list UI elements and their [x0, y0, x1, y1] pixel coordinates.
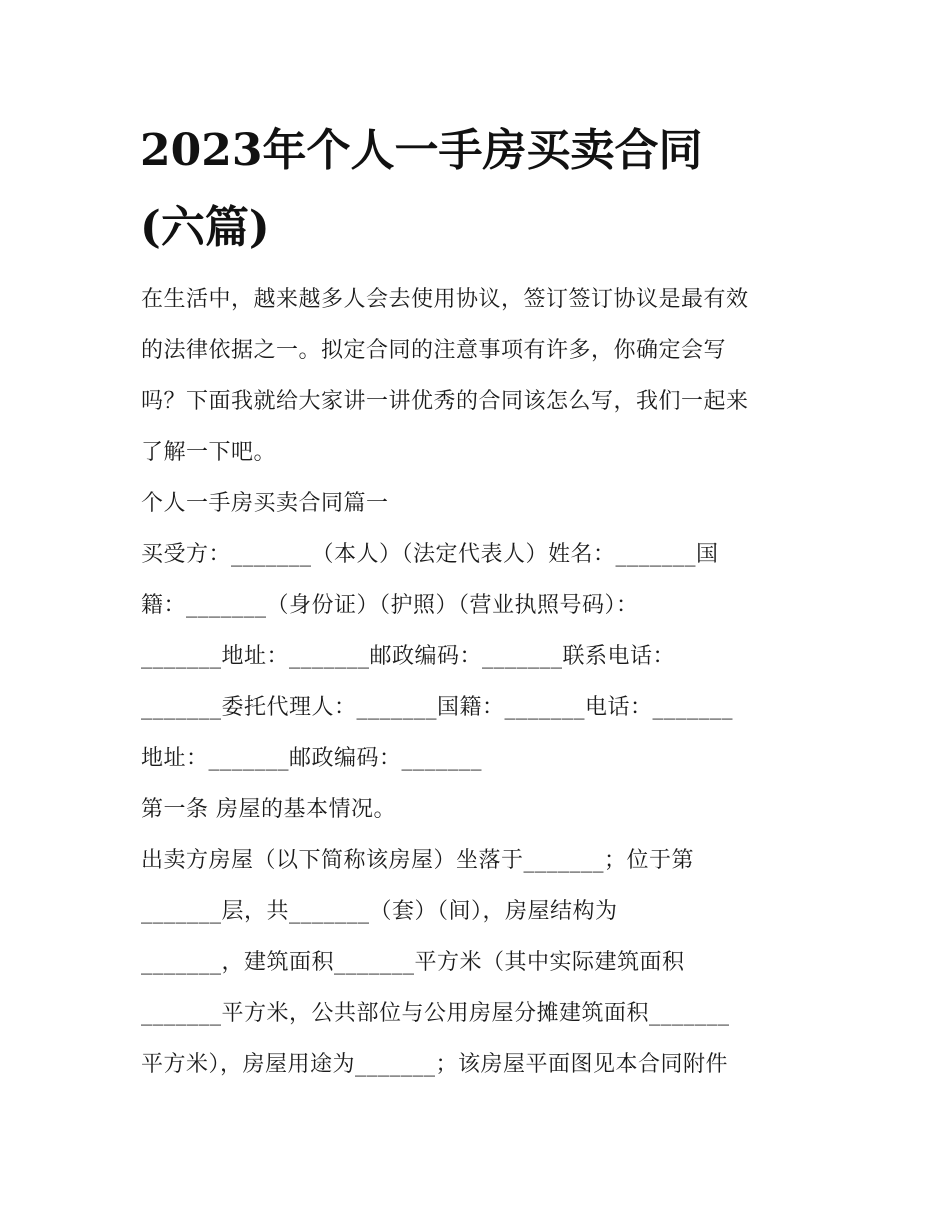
- document-title: [140, 112, 830, 266]
- article-one-heading: 第一条 房屋的基本情况。: [141, 797, 396, 822]
- article-one-line-5: 平方米），房屋用途为_______；该房屋平面图见本合同附件: [141, 1052, 729, 1077]
- article-one-line-4: _______平方米，公共部位与公用房屋分摊建筑面积_______: [141, 1001, 730, 1026]
- intro-line-2: 的法律依据之一。拟定合同的注意事项有许多，你确定会写: [141, 338, 727, 363]
- buyer-info-line-1: 买受方：_______（本人）（法定代表人）姓名：_______国: [141, 542, 719, 567]
- buyer-info-line-3: _______地址：_______邮政编码：_______联系电话：: [141, 644, 676, 669]
- buyer-info-line-4: _______委托代理人：_______国籍：_______电话：_______: [141, 695, 734, 720]
- title-line-2: (六篇): [140, 202, 270, 253]
- article-one-line-3: _______，建筑面积_______平方米（其中实际建筑面积: [141, 950, 685, 975]
- document-body: [141, 274, 821, 1090]
- title-line-1: 2023年个人一手房买卖合同: [140, 125, 703, 176]
- article-one-line-1: 出卖方房屋（以下简称该房屋）坐落于_______；位于第: [141, 848, 695, 873]
- intro-line-4: 了解一下吧。: [141, 440, 277, 465]
- buyer-info-line-5: 地址：_______邮政编码：_______: [141, 746, 483, 771]
- intro-line-1: 在生活中，越来越多人会去使用协议，签订签订协议是最有效: [141, 287, 749, 312]
- section-heading: 个人一手房买卖合同篇一: [141, 491, 389, 516]
- intro-line-3: 吗？下面我就给大家讲一讲优秀的合同该怎么写，我们一起来: [141, 389, 749, 414]
- buyer-info-line-2: 籍：_______（身份证）（护照）（营业执照号码）：: [141, 593, 639, 618]
- article-one-line-2: _______层，共_______（套）（间），房屋结构为: [141, 899, 618, 924]
